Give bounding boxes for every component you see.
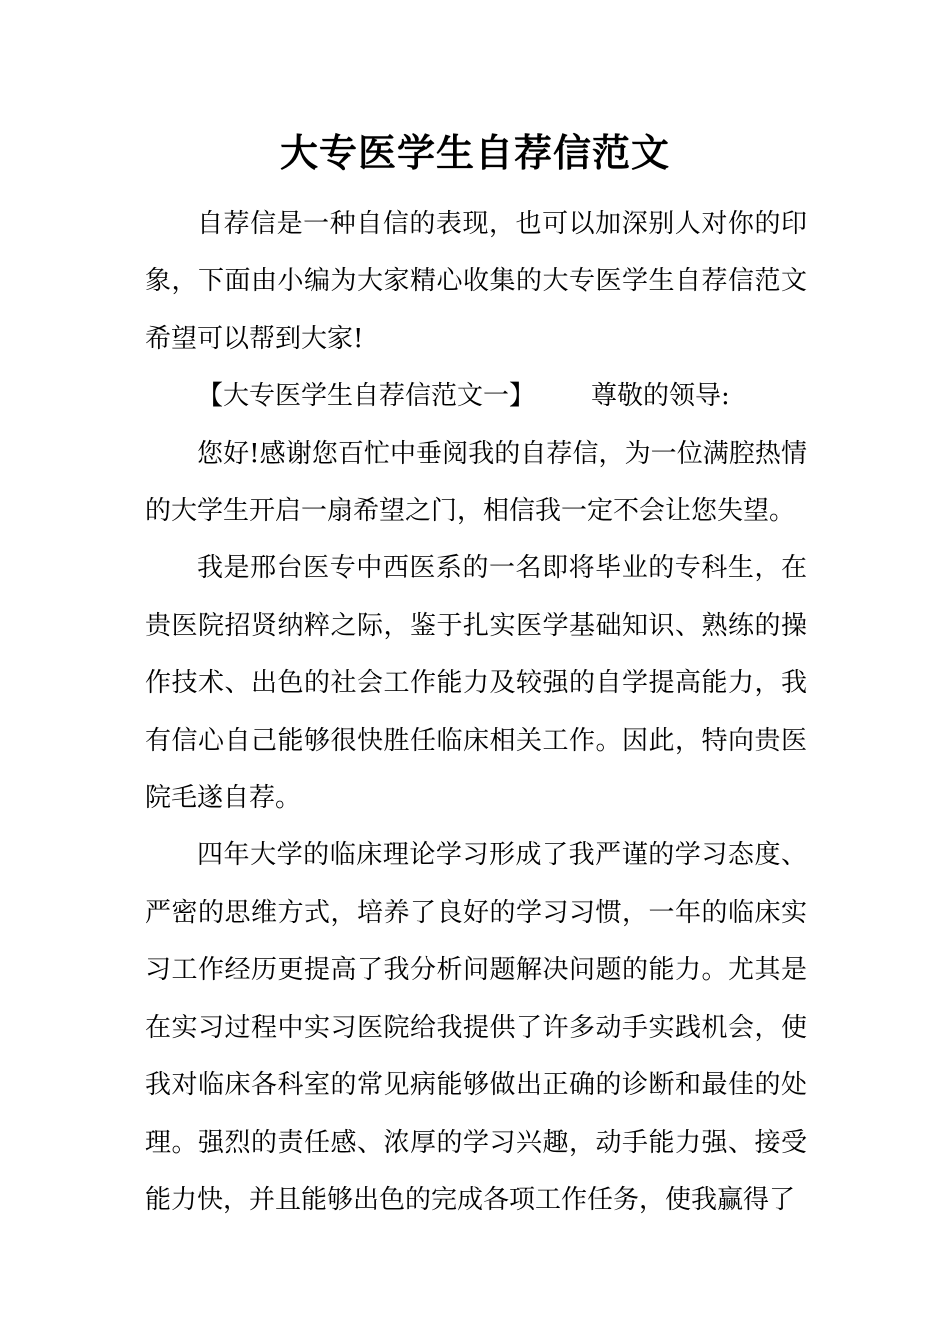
document-title: 大专医学生自荐信范文: [279, 130, 670, 175]
document-body: [145, 196, 807, 1229]
intro-paragraph: 自荐信是一种自信的表现，也可以加深别人对你的印象，下面由小编为大家精心收集的大专医学生自荐信范文希望可以帮到大家!: [145, 209, 807, 354]
section-heading-line: [145, 368, 807, 425]
body-paragraph-1: 您好!感谢您百忙中垂阅我的自荐信，为一位满腔热情的大学生开启一扇希望之门，相信我一定不会让您失望。: [145, 438, 807, 527]
section-heading: 【大专医学生自荐信范文一】: [197, 381, 536, 412]
body-paragraph-2: 我是邢台医专中西医系的一名即将毕业的专科生，在贵医院招贤纳粹之际，鉴于扎实医学基础知识、熟练的操作技术、出色的社会工作能力及较强的自学提高能力，我有信心自己能够很快胜任临床相关工作。因此，特向贵医院毛遂自荐。: [145, 553, 807, 814]
body-paragraph-3: 四年大学的临床理论学习形成了我严谨的学习态度、严密的思维方式，培养了良好的学习习惯，一年的临床实习工作经历更提高了我分析问题解决问题的能力。尤其是在实习过程中实习医院给我提供了许多动手实践机会，使我对临床各科室的常见病能够做出正确的诊断和最佳的处理。强烈的责任感、浓厚的学习兴趣，动手能力强、接受能力快，并且能够出色的完成各项工作任务，使我赢得了: [145, 840, 807, 1215]
salutation: 尊敬的领导:: [591, 381, 730, 412]
